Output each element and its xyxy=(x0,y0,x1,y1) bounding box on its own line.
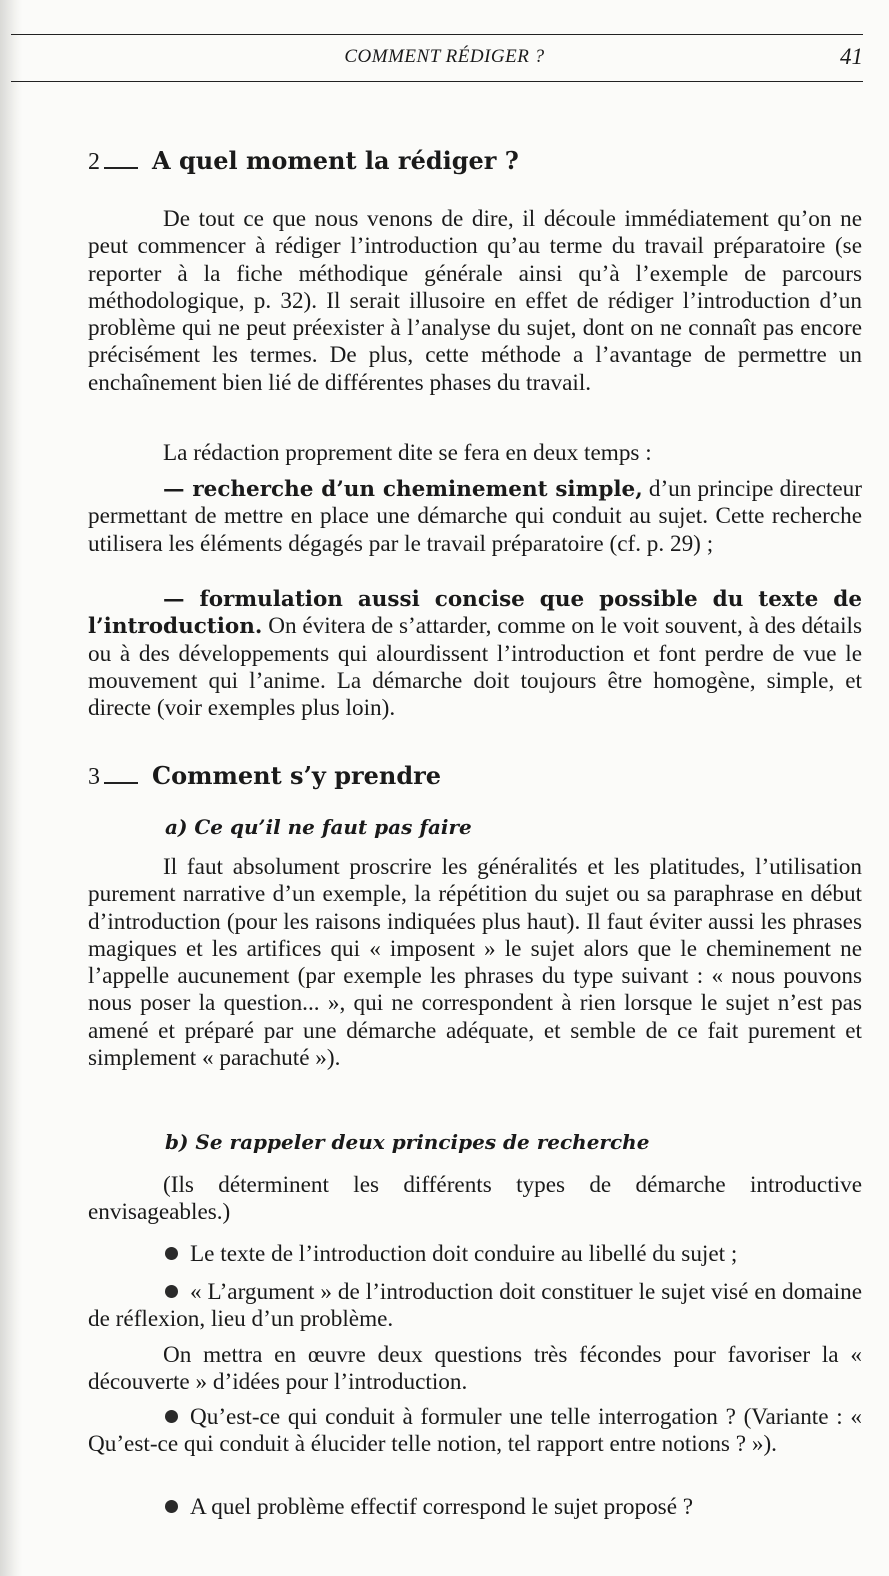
subsection-b-paragraph: (Ils déterminent les différents types de démarche introductive envisageables.) xyxy=(88,1172,862,1226)
running-title: COMMENT RÉDIGER ? xyxy=(344,46,545,67)
header-bottom-rule xyxy=(11,81,863,82)
section-2-paragraph-1: De tout ce que nous venons de dire, il découle immédiatement qu’on ne peut commencer à rédiger l’introduction qu’au terme du travail préparatoire (se reporter à la fiche méthodique générale ainsi qu’à l’exemple de parcours méthodologique, p. 32). Il serait illusoire en effet de rédiger l’introduction d’un problème qui ne peut préexister à l’analyse du sujet, dont on ne connaît pas encore précisément les termes. De plus, cette méthode a l’avantage de permettre un enchaînement bien lié de différentes phases du travail. xyxy=(88,206,862,396)
item-2-text: On évitera de s’attarder, comme on le voit souvent, à des détails ou à des développements qui alourdissent l’introduction et font perdre de vue le mouvement qui l’anime. La démarche doit toujours être homogène, simple, et directe (voir exemples plus loin). xyxy=(88,613,862,722)
subsection-a-heading: a) Ce qu’il ne faut pas faire xyxy=(165,815,472,839)
heading-dash xyxy=(104,167,138,169)
bullet-icon xyxy=(165,1410,178,1423)
bullet-1-text: Le texte de l’introduction doit conduire au libellé du sujet ; xyxy=(190,1241,738,1267)
bullet-item-3 xyxy=(88,1404,862,1459)
subsection-a-paragraph: Il faut absolument proscrire les généralités et les platitudes, l’utilisation purement narrative d’un exemple, la répétition du sujet ou sa paraphrase en début d’introduction (pour les raisons indiquées plus haut). Il faut éviter aussi les phrases magiques et les artifices qui « imposent » le sujet alors que le cheminement ne l’appelle aucunement (par exemple les phrases du type suivant : « nous pouvons nous poser la question... », qui ne correspondent à rien lorsque le sujet n’est pas amené et préparé par une démarche adéquate, et semble de ce fait purement et simplement « parachuté »). xyxy=(88,854,862,1072)
subsection-b-paragraph-2: On mettra en œuvre deux questions très fécondes pour favoriser la « découverte » d’idées pour l’introduction. xyxy=(88,1342,862,1396)
bullet-3-text: Qu’est-ce qui conduit à formuler une telle interrogation ? (Variante : « Qu’est-ce qui conduit à élucider telle notion, tel rapport entre notions ? »). xyxy=(88,1404,862,1458)
section-2-number: 2 xyxy=(88,149,100,175)
section-2-item-2 xyxy=(88,586,862,722)
item-2-bold: — formulation aussi concise que possible du texte de l’introduction. xyxy=(88,587,862,640)
header-top-rule xyxy=(11,34,863,35)
bullet-icon xyxy=(165,1500,178,1513)
heading-dash xyxy=(104,782,138,784)
bullet-4-text: A quel problème effectif correspond le sujet proposé ? xyxy=(190,1494,694,1520)
bullet-2-text: « L’argument » de l’introduction doit constituer le sujet visé en domaine de réflexion, lieu d’un problème. xyxy=(88,1279,862,1333)
section-3-number: 3 xyxy=(88,764,100,790)
section-2-heading xyxy=(88,146,519,176)
item-1-text: d’un principe directeur permettant de mettre en place une démarche qui conduit au sujet. Cette recherche utilisera les éléments dégagés par le travail préparatoire (cf. p. 29) ; xyxy=(88,476,862,557)
bullet-item-2 xyxy=(88,1279,862,1334)
bullet-item-4 xyxy=(88,1494,862,1521)
section-2-paragraph-2: La rédaction proprement dite se fera en deux temps : xyxy=(163,440,652,466)
section-2-title: A quel moment la rédiger ? xyxy=(152,146,519,175)
page-number: 41 xyxy=(840,44,863,69)
subsection-b-heading: b) Se rappeler deux principes de recherche xyxy=(165,1130,650,1154)
bullet-icon xyxy=(165,1285,178,1298)
section-3-title: Comment s’y prendre xyxy=(152,761,442,790)
section-3-heading xyxy=(88,761,441,791)
section-2-item-1 xyxy=(88,476,862,558)
bullet-item-1 xyxy=(88,1241,862,1268)
bullet-icon xyxy=(165,1247,178,1260)
item-1-bold: — recherche d’un cheminement simple, xyxy=(163,477,643,502)
